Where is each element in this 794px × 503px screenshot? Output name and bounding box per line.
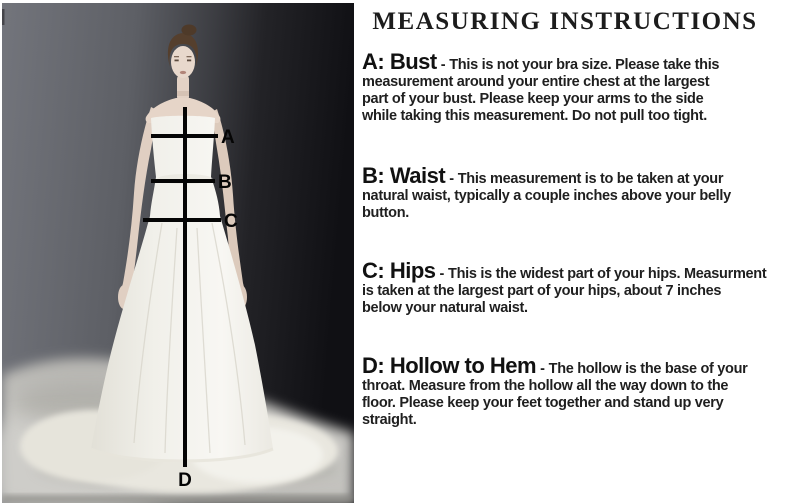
hair-bun — [182, 25, 197, 36]
floor-edge-shadow — [2, 495, 354, 503]
brow-left — [174, 56, 179, 57]
section-hollow-to-hem-line: The hollow is the base of your — [548, 361, 748, 377]
page-title: MEASURING INSTRUCTIONS — [372, 8, 758, 35]
measurement-line-bust — [151, 134, 218, 138]
eye-right — [187, 60, 191, 62]
section-hollow-to-hem-line: throat. Measure from the hollow all the way down to the — [362, 378, 729, 394]
section-waist-line: natural waist, typically a couple inches above your belly — [362, 188, 731, 204]
model-photo-svg — [2, 3, 354, 503]
section-bust-line: measurement around your entire chest at the largest — [362, 74, 710, 90]
edge-artifact — [2, 9, 5, 25]
label-hips: C — [224, 211, 238, 232]
section-bust-line: part of your bust. Please keep your arms to the side — [362, 91, 704, 107]
section-hips-line: is taken at the largest part of your hips, about 7 inches — [362, 283, 722, 299]
section-bust-line: while taking this measurement. Do not pull too tight. — [362, 108, 708, 124]
section-hips-heading: C: Hips — [362, 258, 436, 283]
label-hollow-to-hem: D — [178, 470, 192, 491]
section-hips — [362, 258, 794, 317]
separator: - — [439, 266, 445, 282]
section-waist-line: This measurement is to be taken at your — [457, 171, 724, 187]
lips — [180, 71, 186, 74]
measurement-line-hips — [143, 218, 221, 222]
brow-right — [187, 56, 192, 57]
section-hollow-to-hem — [362, 353, 794, 429]
eye-left — [175, 60, 179, 62]
label-waist: B — [218, 172, 232, 193]
section-hollow-to-hem-heading: D: Hollow to Hem — [362, 353, 537, 378]
model-neck — [177, 75, 189, 101]
section-waist — [362, 163, 794, 222]
separator: - — [449, 171, 454, 187]
section-bust-line: This is not your bra size. Please take this — [449, 57, 720, 73]
section-bust-heading: A: Bust — [362, 49, 437, 74]
instructions-panel — [360, 0, 794, 503]
separator: - — [440, 57, 446, 73]
section-waist-heading: B: Waist — [362, 163, 446, 188]
neck-shadow — [177, 91, 189, 96]
separator: - — [540, 361, 545, 377]
section-waist-line: button. — [362, 205, 410, 221]
model-photo — [2, 3, 354, 503]
section-hips-line: below your natural waist. — [362, 300, 528, 316]
label-bust: A — [221, 127, 235, 148]
measurement-line-vertical — [183, 107, 187, 467]
section-bust — [362, 49, 794, 125]
measurement-line-waist — [151, 179, 215, 183]
section-hollow-to-hem-line: straight. — [362, 412, 417, 428]
section-hips-line: This is the widest part of your hips. Measurment — [448, 266, 767, 282]
section-hollow-to-hem-line: floor. Please keep your feet together and stand up very — [362, 395, 724, 411]
